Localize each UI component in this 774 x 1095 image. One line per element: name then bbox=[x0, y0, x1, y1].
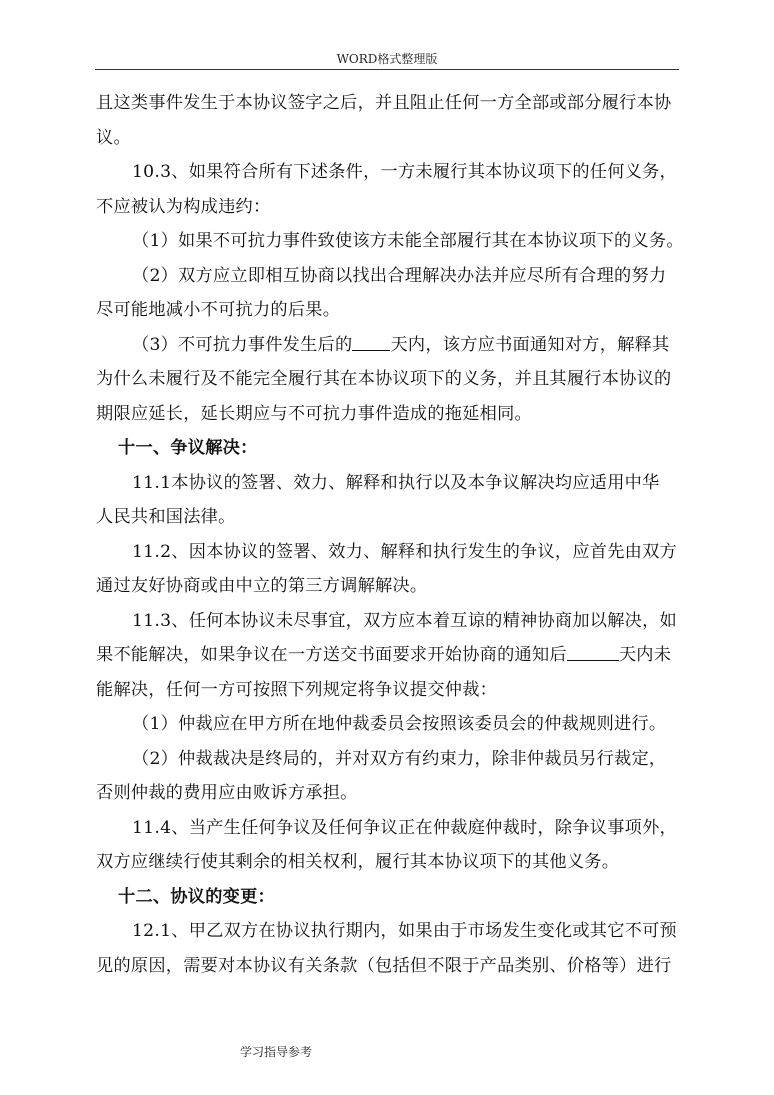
clause-11-3-text-a: 果不能解决，如果争议在一方送交书面要求开始协商的通知后 bbox=[96, 645, 567, 665]
clause-10-3: 10.3、如果符合所有下述条件，一方未履行其本协议项下的任何义务， bbox=[132, 162, 677, 182]
paragraph-line: 期限应延长，延长期应与不可抗力事件造成的拖延相同。 bbox=[96, 403, 532, 424]
sub-item-3-text-a: （3）不可抗力事件发生后的 bbox=[132, 334, 353, 355]
clause-11-4: 11.4、当产生任何争议及任何争议正在仲裁庭仲裁时，除争议事项外， bbox=[132, 817, 677, 838]
paragraph-line: 双方应继续行使其剩余的相关权利，履行其本协议项下的其他义务。 bbox=[96, 852, 620, 872]
arbitration-item-1: （1）仲裁应在甲方所在地仲裁委员会按照该委员会的仲裁规则进行。 bbox=[132, 714, 667, 734]
fill-blank-days bbox=[352, 332, 390, 351]
sub-item-3-text-b: 天内，该方应书面通知对方，解释其 bbox=[390, 334, 670, 355]
clause-11-2: 11.2、因本协议的签署、效力、解释和执行发生的争议，应首先由双方 bbox=[132, 541, 677, 562]
paragraph-line: 见的原因，需要对本协议有关条款（包括但不限于产品类别、价格等）进行 bbox=[96, 955, 672, 976]
sub-item-2: （2）双方应立即相互协商以找出合理解决办法并应尽所有合理的努力 bbox=[132, 265, 667, 286]
paragraph-line: 能解决，任何一方可按照下列规定将争议提交仲裁： bbox=[96, 679, 498, 700]
paragraph-line bbox=[96, 638, 686, 673]
section-heading-11: 十一、争议解决： bbox=[118, 438, 258, 458]
page-header: WORD格式整理版 bbox=[336, 52, 438, 66]
page-footer: 学习指导参考 bbox=[240, 1045, 313, 1059]
clause-11-3: 11.3、任何本协议未尽事宜，双方应本着互谅的精神协商加以解决，如 bbox=[132, 610, 677, 631]
sub-item-3 bbox=[96, 328, 686, 363]
paragraph-line: 且这类事件发生于本协议签字之后，并且阻止任何一方全部或部分履行本协 bbox=[96, 93, 672, 113]
section-heading-12: 十二、协议的变更： bbox=[118, 886, 275, 907]
paragraph-line: 通过友好协商或由中立的第三方调解解决。 bbox=[96, 576, 428, 596]
paragraph-line: 议。 bbox=[96, 127, 131, 148]
clause-11-1: 11.1本协议的签署、效力、解释和执行以及本争议解决均应适用中华 bbox=[132, 472, 660, 493]
fill-blank-days bbox=[567, 642, 619, 661]
document-body bbox=[96, 86, 686, 983]
paragraph-line: 人民共和国法律。 bbox=[96, 507, 236, 527]
header-rule bbox=[95, 69, 679, 70]
paragraph-line: 不应被认为构成违约： bbox=[96, 196, 271, 217]
clause-12-1: 12.1、甲乙双方在协议执行期内，如果由于市场发生变化或其它不可预 bbox=[132, 921, 677, 941]
paragraph-line: 尽可能地减小不可抗力的后果。 bbox=[96, 300, 341, 320]
arbitration-item-2: （2）仲裁裁决是终局的，并对双方有约束力，除非仲裁员另行裁定， bbox=[132, 748, 667, 769]
clause-11-3-text-b: 天内未 bbox=[618, 645, 672, 665]
sub-item-1: （1）如果不可抗力事件致使该方未能全部履行其在本协议项下的义务。 bbox=[132, 231, 684, 251]
paragraph-line: 为什么未履行及不能完全履行其在本协议项下的义务，并且其履行本协议的 bbox=[96, 369, 672, 389]
paragraph-line: 否则仲裁的费用应由败诉方承担。 bbox=[96, 783, 358, 803]
